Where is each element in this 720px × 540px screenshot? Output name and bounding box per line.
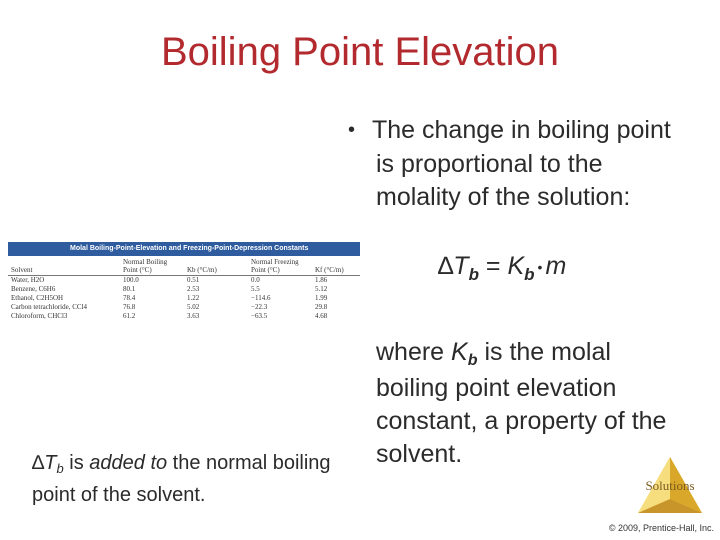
note-text	[32, 448, 332, 510]
cell-solvent: Chloroform, CHCl3	[11, 312, 68, 320]
cell-kf: 4.68	[315, 312, 328, 320]
cell-freezing-point: 5.5	[251, 285, 260, 293]
note-T: T	[44, 452, 57, 474]
multiply-dot: •	[537, 259, 543, 275]
cell-freezing-point: −114.6	[251, 294, 271, 302]
table-row	[8, 276, 360, 286]
formula-K: K	[507, 252, 525, 280]
cell-freezing-point: −63.5	[251, 312, 268, 320]
cell-kf: 5.12	[315, 285, 328, 293]
header-boiling-point: Normal Boiling Point (°C)	[121, 256, 185, 276]
cell-solvent: Ethanol, C2H5OH	[11, 294, 64, 302]
cell-freezing-point: −22.3	[251, 303, 268, 311]
cell-kf: 1.99	[315, 294, 328, 302]
where-pre: where	[376, 338, 452, 366]
header-kf: Kf (°C/m)	[313, 256, 360, 276]
delta-symbol: ∆	[438, 252, 454, 280]
bullet-point	[348, 114, 686, 215]
copyright-text: © 2009, Prentice-Hall, Inc.	[608, 523, 714, 533]
cell-kf: 29.8	[315, 303, 328, 311]
where-text	[376, 336, 676, 471]
table-row	[8, 312, 360, 321]
constants-table	[8, 256, 360, 321]
slide-title: Boiling Point Elevation	[160, 30, 560, 74]
cell-boiling-point: 61.2	[123, 312, 136, 320]
logo-label: Solutions	[645, 478, 695, 493]
note-added: added to	[89, 452, 168, 474]
cell-boiling-point: 78.4	[123, 294, 136, 302]
formula-equals: =	[478, 252, 508, 280]
bullet-dot-icon: •	[348, 119, 356, 141]
cell-kb: 2.53	[187, 285, 200, 293]
solutions-logo	[630, 455, 710, 515]
table-row	[8, 303, 360, 312]
header-freezing-point: Normal Freezing Point (°C)	[249, 256, 313, 276]
cell-kb: 1.22	[187, 294, 200, 302]
cell-solvent: Carbon tetrachloride, CCl4	[11, 303, 88, 311]
cell-solvent: Water, H2O	[11, 276, 45, 284]
cell-boiling-point: 76.8	[123, 303, 136, 311]
bullet-text: The change in boiling point is proportional to the molality of the solution:	[372, 116, 671, 211]
formula-T-subscript: b	[468, 265, 479, 284]
note-mid1: is	[63, 452, 90, 474]
where-K-subscript: b	[467, 352, 478, 369]
cell-solvent: Benzene, C6H6	[11, 285, 56, 293]
formula-T: T	[453, 252, 469, 280]
cell-kb: 3.63	[187, 312, 200, 320]
header-kb: Kb (°C/m)	[185, 256, 249, 276]
cell-freezing-point: 0.0	[251, 276, 260, 284]
where-K: K	[451, 338, 468, 366]
cell-boiling-point: 100.0	[123, 276, 139, 284]
header-solvent: Solvent	[8, 256, 121, 276]
table-title: Molal Boiling-Point-Elevation and Freezing-Point-Depression Constants	[8, 242, 360, 256]
formula-m: m	[545, 252, 567, 280]
formula-K-subscript: b	[524, 265, 535, 284]
cell-kb: 0.51	[187, 276, 200, 284]
note-delta: ∆	[32, 452, 45, 474]
constants-table-figure	[8, 242, 360, 321]
note-mid2: the normal boiling point of the solvent.	[32, 452, 331, 506]
where-post: is the molal boiling point elevation constant, a property of the solvent.	[376, 338, 667, 468]
table-row	[8, 285, 360, 294]
note-T-subscript: b	[56, 461, 64, 476]
cell-kb: 5.02	[187, 303, 200, 311]
cell-boiling-point: 80.1	[123, 285, 136, 293]
formula	[438, 252, 567, 284]
table-row	[8, 294, 360, 303]
cell-kf: 1.86	[315, 276, 328, 284]
table-header-row	[8, 256, 360, 276]
